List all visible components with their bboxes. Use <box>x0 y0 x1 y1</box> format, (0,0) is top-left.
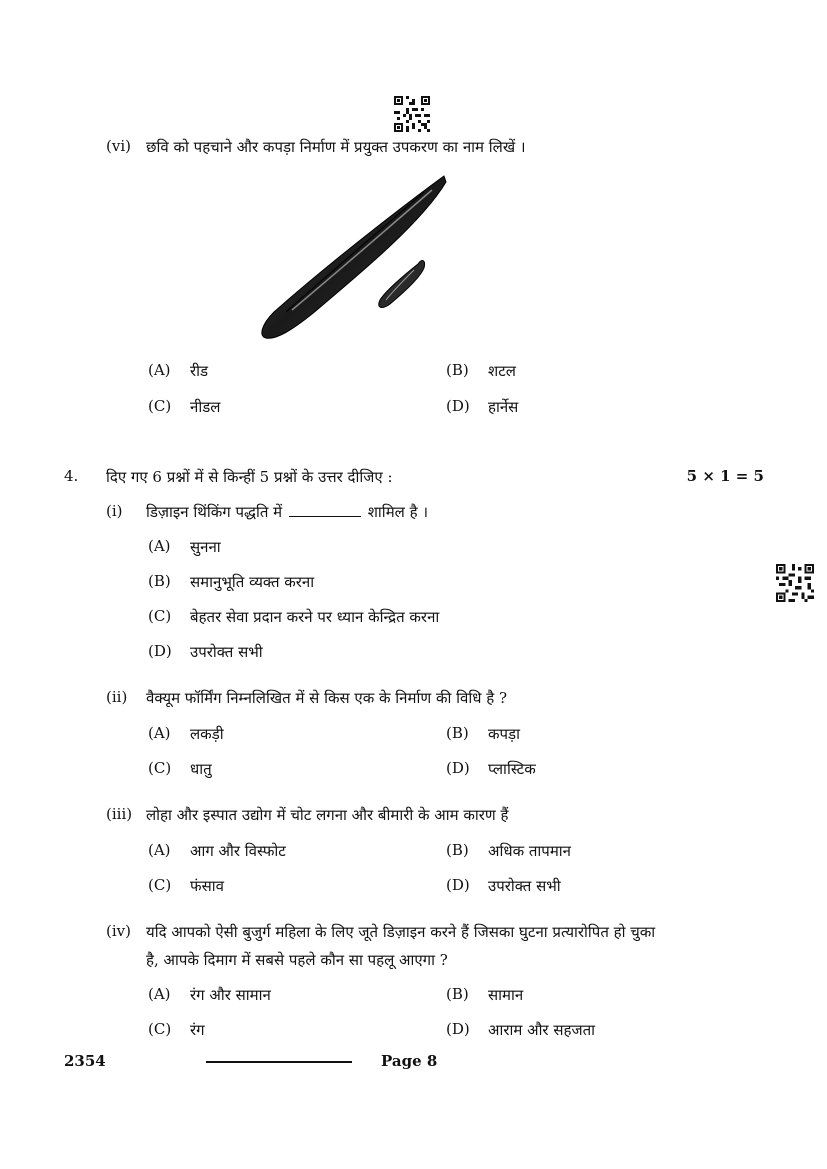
question-iv-text-line1: यदि आपको ऐसी बुजुर्ग महिला के लिए जूते डिज़ाइन करने हैं जिसका घुटना प्रत्यारोपित हो चुका <box>146 923 656 941</box>
option-label: (A) <box>148 841 171 859</box>
option-text: प्लास्टिक <box>488 760 536 778</box>
question-4-text: दिए गए 6 प्रश्नों में से किन्हीं 5 प्रश्नों के उत्तर दीजिए : <box>106 468 393 486</box>
question-i-text-after: शामिल है । <box>367 503 429 521</box>
question-iv-text-line2: है, आपके दिमाग में सबसे पहले कौन सा पहलू आएगा ? <box>146 951 448 969</box>
page-number: Page 8 <box>381 1052 438 1070</box>
option-text: कपड़ा <box>488 725 520 743</box>
footer-rule <box>206 1061 352 1063</box>
option-label: (B) <box>148 572 171 590</box>
option-text: अधिक तापमान <box>488 842 571 860</box>
option-label: (D) <box>446 876 470 894</box>
shuttle-tool-image <box>252 172 452 344</box>
option-text: हार्नेस <box>488 398 519 416</box>
option-label: (D) <box>148 642 172 660</box>
option-text: सामान <box>488 986 524 1004</box>
question-i-number: (i) <box>106 502 123 520</box>
question-ii-text: वैक्यूम फॉर्मिंग निम्नलिखित में से किस एक के निर्माण की विधि है ? <box>146 689 508 707</box>
option-label: (C) <box>148 397 172 415</box>
option-text: फंसाव <box>190 877 224 895</box>
option-text: बेहतर सेवा प्रदान करने पर ध्यान केन्द्रित करना <box>190 608 440 626</box>
option-text: शटल <box>488 362 516 380</box>
question-iii-text: लोहा और इस्पात उद्योग में चोट लगना और बीमारी के आम कारण हैं <box>146 806 509 824</box>
question-iii-number: (iii) <box>106 805 133 823</box>
option-label: (A) <box>148 537 171 555</box>
option-text: रंग और सामान <box>190 986 271 1004</box>
option-text: लकड़ी <box>190 725 224 743</box>
option-text: आग और विस्फोट <box>190 842 286 860</box>
paper-code: 2354 <box>64 1052 106 1070</box>
option-text: आराम और सहजता <box>488 1021 596 1039</box>
option-text: रंग <box>190 1021 205 1039</box>
option-text: उपरोक्त सभी <box>488 877 561 895</box>
question-vi-text: छवि को पहचाने और कपड़ा निर्माण में प्रयुक्त उपकरण का नाम लिखें । <box>146 138 526 156</box>
qr-code-side <box>776 564 814 602</box>
option-text: सुनना <box>190 538 221 556</box>
question-4-marks: 5 × 1 = 5 <box>686 467 764 485</box>
question-ii-number: (ii) <box>106 688 128 706</box>
option-text: समानुभूति व्यक्त करना <box>190 573 315 591</box>
option-text: धातु <box>190 760 212 778</box>
question-i-text-before: डिज़ाइन थिंकिंग पद्धति में <box>146 503 283 521</box>
question-vi-number: (vi) <box>106 137 131 155</box>
option-label: (B) <box>446 985 469 1003</box>
option-label: (A) <box>148 361 171 379</box>
option-label: (A) <box>148 985 171 1003</box>
option-label: (D) <box>446 1020 470 1038</box>
fill-blank <box>289 504 361 517</box>
option-label: (C) <box>148 759 172 777</box>
option-text: उपरोक्त सभी <box>190 643 263 661</box>
qr-code-top <box>394 96 430 132</box>
option-label: (C) <box>148 1020 172 1038</box>
option-label: (D) <box>446 397 470 415</box>
option-label: (B) <box>446 361 469 379</box>
question-i-text <box>146 502 428 522</box>
option-label: (C) <box>148 607 172 625</box>
question-4-number: 4. <box>64 467 79 485</box>
option-label: (C) <box>148 876 172 894</box>
option-text: नीडल <box>190 398 221 416</box>
option-label: (D) <box>446 759 470 777</box>
option-label: (A) <box>148 724 171 742</box>
option-label: (B) <box>446 724 469 742</box>
option-text: रीड <box>190 362 209 380</box>
option-label: (B) <box>446 841 469 859</box>
question-iv-number: (iv) <box>106 922 131 940</box>
